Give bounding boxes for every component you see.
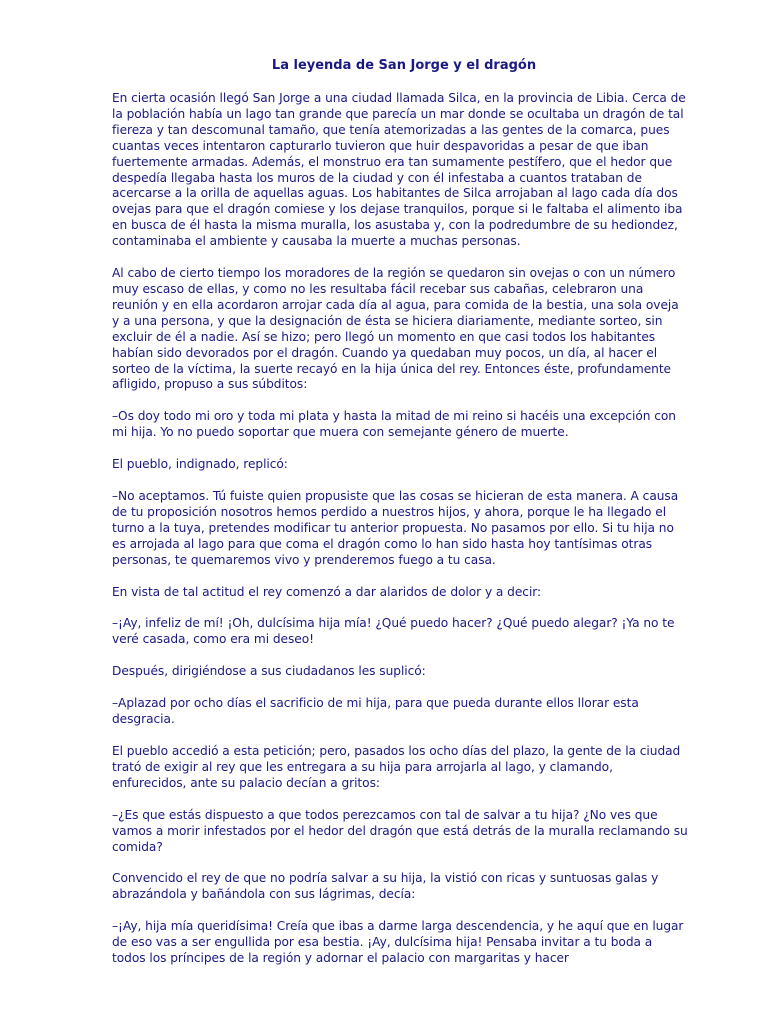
paragraph: El pueblo, indignado, replicó: bbox=[112, 457, 288, 472]
paragraph: –Os doy todo mi oro y toda mi plata y hasta la mitad de mi reino si hacéis una excepción con mi hija. Yo no puedo soportar que muera con semejante género de muerte. bbox=[112, 409, 676, 440]
document-title: La leyenda de San Jorge y el dragón bbox=[271, 58, 537, 73]
paragraph: El pueblo accedió a esta petición; pero, pasados los ocho días del plazo, la gente de la ciudad trató de exigir al rey que les entregara a su hija para arrojarla al lago, y clamando, enfurecidos, ante su palacio decían a gritos: bbox=[112, 744, 681, 790]
paragraph: Convencido el rey de que no podría salvar a su hija, la vistió con ricas y suntuosas galas y abrazándola y bañándola con sus lágrimas, decía: bbox=[112, 871, 659, 902]
paragraph: –No aceptamos. Tú fuiste quien propusiste que las cosas se hicieran de esta manera. A causa de tu proposición nosotros hemos perdido a nuestros hijos, y ahora, porque le ha llegado el turno a la tuya, pretendes modificar tu anterior propuesta. No pasamos por ello. Si tu hija no es arrojada al lago para que coma el dragón como lo han sido hasta hoy tantísimas otras personas, te quemaremos vivo y prenderemos fuego a tu casa. bbox=[112, 489, 679, 567]
paragraph: En cierta ocasión llegó San Jorge a una ciudad llamada Silca, en la provincia de Libia. Cerca de la población había un lago tan grande que parecía un mar donde se ocultaba un dragón de tal fiereza y tan descomunal tamaño, que tenía atemorizadas a las gentes de la comarca, pues cuantas veces intentaron capturarlo tuvieron que huir despavoridas a pesar de que iban fuertemente armadas. Además, el monstruo era tan sumamente pestífero, que el hedor que despedía llegaba hasta los muros de la ciudad y con él infestaba a cuantos trataban de acercarse a la orilla de aquellas aguas. Los habitantes de Silca arrojaban al lago cada día dos ovejas para que el dragón comiese y los dejase tranquilos, porque si le faltaba el alimento iba en busca de él hasta la misma muralla, los asustaba y, con la podredumbre de su hediondez, contaminaba el ambiente y causaba la muerte a muchas personas. bbox=[112, 91, 686, 249]
paragraph: Después, dirigiéndose a sus ciudadanos les suplicó: bbox=[112, 664, 426, 679]
paragraph: –Aplazad por ocho días el sacrificio de mi hija, para que pueda durante ellos llorar esta desgracia. bbox=[112, 696, 639, 727]
paragraph: En vista de tal actitud el rey comenzó a dar alaridos de dolor y a decir: bbox=[112, 584, 542, 599]
document-page bbox=[112, 57, 688, 983]
paragraph: –¡Ay, hija mía queridísima! Creía que ibas a darme larga descendencia, y he aquí que en lugar de eso vas a ser engullida por esa bestia. ¡Ay, dulcísima hija! Pensaba invitar a tu boda a todos los príncipes de la región y adornar el palacio con margaritas y hacer bbox=[112, 919, 684, 966]
paragraph: –¡Ay, infeliz de mí! ¡Oh, dulcísima hija mía! ¿Qué puedo hacer? ¿Qué puedo alegar? ¡Ya no te veré casada, como era mi deseo! bbox=[112, 616, 675, 647]
paragraph: Al cabo de cierto tiempo los moradores de la región se quedaron sin ovejas o con un número muy escaso de ellas, y como no les resultaba fácil recebar sus cabañas, celebraron una reunión y en ella acordaron arrojar cada día al agua, para comida de la bestia, una sola oveja y a una persona, y que la designación de ésta se hiciera diariamente, mediante sorteo, sin excluir de él a nadie. Así se hizo; pero llegó un momento en que casi todos los habitantes habían sido devorados por el dragón. Cuando ya quedaban muy pocos, un día, al hacer el sorteo de la víctima, la suerte recayó en la hija única del rey. Entonces éste, profundamente afligido, propuso a sus súbditos: bbox=[112, 266, 679, 392]
paragraph: –¿Es que estás dispuesto a que todos perezcamos con tal de salvar a tu hija? ¿No ves que vamos a morir infestados por el hedor del dragón que está detrás de la muralla reclamando su comida? bbox=[112, 807, 688, 854]
